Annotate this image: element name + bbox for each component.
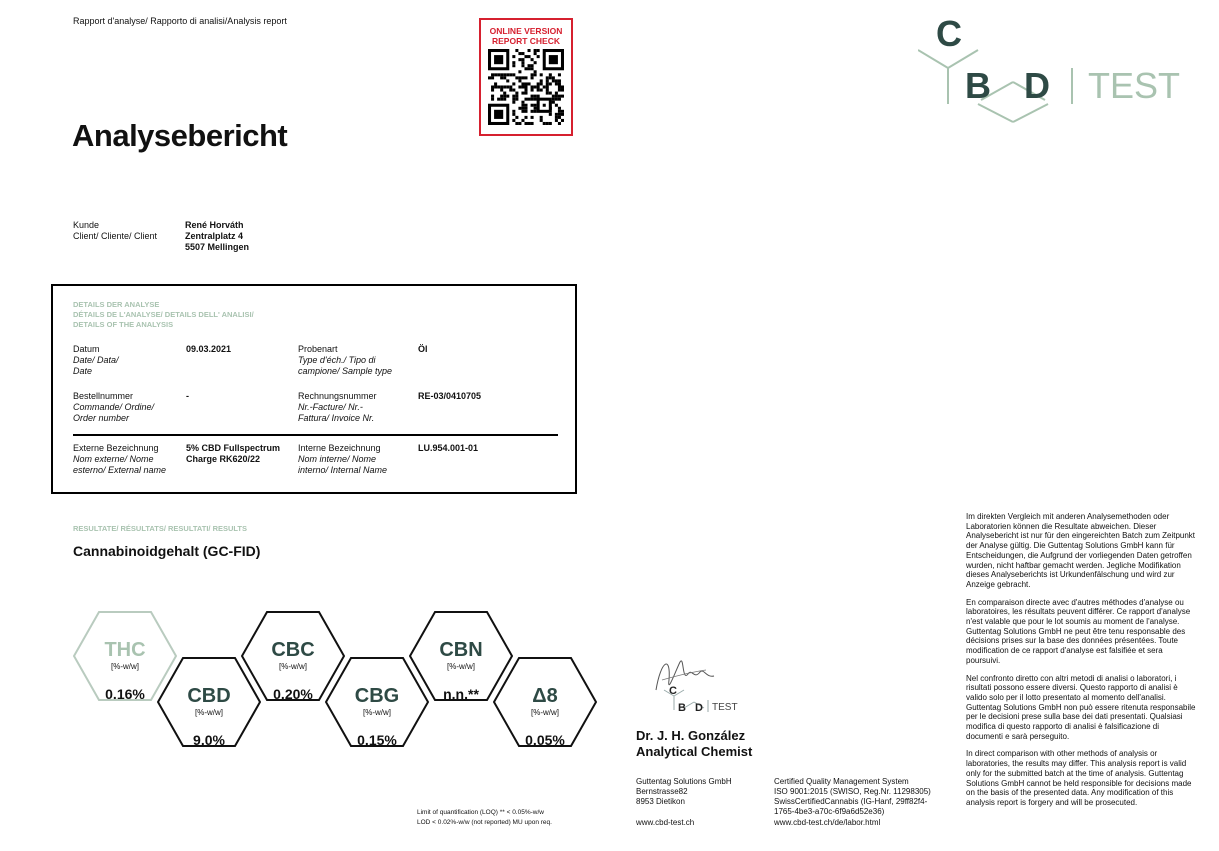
details-heading-de: DETAILS DER ANALYSE: [73, 300, 160, 309]
date-label: [73, 344, 119, 377]
client-label-de: Kunde: [73, 220, 100, 230]
cbd-test-logo: [918, 18, 1193, 131]
loq-line: Limit of quantification (LOQ) ** < 0.05%-w/w: [417, 809, 544, 816]
sample-label-de: Probenart: [298, 344, 338, 354]
ext-value-batch: Charge RK620/22: [186, 454, 261, 464]
company-name: Guttentag Solutions GmbH: [636, 777, 732, 786]
svg-text:C: C: [669, 685, 677, 697]
cannabinoid-value-thc: 0.16%: [105, 686, 145, 702]
ext-label-fr-it: Nom externe/ Nome: [73, 454, 154, 464]
disclaimer-it: Nel confronto diretto con altri metodi di analisi o laboratori, i risultati possono essere diversi. Questo rapporto di analisi è valido solo per il lotto presentato al momento dell'analisi. Guttentag Solutions GmbH non può essere ritenuta responsabile per le decisioni prese sulla base dei dati presentati. Qualsiasi modifica di questo rapporto di analisi è falsificazione di documenti e sarà perseguito.: [966, 673, 1196, 741]
invoice-number-value: RE-03/0410705: [418, 391, 482, 401]
int-label-de: Interne Bezeichnung: [298, 443, 381, 453]
cannabinoid-name: CBD: [187, 685, 231, 707]
cannabinoid-value-cbc: 0.20%: [273, 686, 313, 702]
details-divider: [73, 434, 558, 436]
invoice-number-label: [298, 391, 377, 424]
cannabinoid-unit: [%-w/w]: [531, 708, 559, 717]
logo-word-test: TEST: [1088, 65, 1181, 106]
cannabinoid-value-cbd: 9.0%: [193, 732, 225, 748]
disclaimer-en: In direct comparison with other methods of analysis or laboratories, the results may differ. This analysis report is valid only for the submitted batch at the time of analysis. Guttentag Solutions GmbH cannot be held responsible for decisions made on the basis of the presented data. Any modification of this analysis report is forgery and will be prosecuted.: [966, 749, 1192, 807]
cannabinoid-value-cbn: n.n.**: [443, 686, 479, 702]
sample-type-value: Öl: [418, 344, 428, 354]
disclaimer-de: Im direkten Vergleich mit anderen Analysemethoden oder Laboratorien können die Resultate abweichen. Dieser Analysebericht ist nur für den eingereichten Batch zum Zeitpunkt der Analyse gültig. Die Guttentag Solutions GmbH kann für Entscheidungen, die Aufgrund der vorliegenden Daten getroffen wurden, nicht haftbar gemacht werden. Jegliche Modifikation dieses Analyseberichts ist Urkundenfälschung und wird zur Anzeige gebracht.: [966, 512, 1196, 589]
date-value: 09.03.2021: [186, 344, 232, 354]
invoice-label-fr-it: Nr.-Facture/ Nr.-: [298, 402, 363, 412]
analysis-details-box: [51, 284, 577, 494]
cannabinoid-unit: [%-w/w]: [195, 708, 223, 717]
logo-letter-c: C: [936, 18, 962, 54]
order-label-fr-it: Commande/ Ordine/: [73, 402, 155, 412]
disclaimer-fr: En comparaison directe avec d'autres méthodes d'analyse ou laboratoires, les résultats peuvent différer. Ce rapport d'analyse n'est valable que pour le lot soumis au moment de l'analyse. Guttentag Solutions GmbH ne peut être tenu responsable des décisions prises sur la base des données présentées. Toute modification de ce rapport d'analyse est falsifiée et sera poursuivi.: [966, 597, 1191, 665]
ext-value-product: 5% CBD Fullspectrum: [186, 443, 281, 453]
lod-line: LOD < 0.02%-w/w (not reported) MU upon req.: [417, 819, 552, 826]
external-name-value: [186, 443, 280, 465]
client-street: Zentralplatz 4: [185, 231, 244, 241]
page-title: Analysebericht: [72, 118, 288, 153]
logo-letter-d: D: [1024, 65, 1050, 106]
order-number-value: -: [186, 391, 189, 401]
details-heading: [73, 300, 254, 330]
cannabinoid-unit: [%-w/w]: [363, 708, 391, 717]
results-heading: RESULTATE/ RÉSULTATS/ RESULTATI/ RESULTS: [73, 524, 248, 533]
cannabinoid-name: CBC: [271, 639, 315, 661]
svg-text:D: D: [695, 702, 703, 714]
cannabinoid-name: CBN: [439, 639, 483, 661]
ext-label-de: Externe Bezeichnung: [73, 443, 159, 453]
logo-letter-b: B: [965, 65, 991, 106]
qr-label-online: ONLINE VERSION: [489, 26, 563, 36]
sample-label-fr-it: Type d'éch./ Tipo di: [298, 355, 376, 365]
internal-name-value: LU.954.001-01: [418, 443, 479, 453]
order-label-en: Order number: [73, 413, 130, 423]
cannabinoid-value-cbg: 0.15%: [357, 732, 397, 748]
cert-line-4: 1765-4be3-a70c-6f9a6d52e36): [774, 807, 885, 816]
disclaimer: [966, 512, 1198, 816]
signature-block: [636, 650, 746, 723]
order-number-label: [73, 391, 154, 424]
company-address: [636, 777, 732, 807]
report-type-label: Rapport d'analyse/ Rapporto di analisi/Analysis report: [73, 16, 287, 26]
int-label-en: interno/ Internal Name: [298, 465, 388, 475]
cannabinoid-name: THC: [104, 639, 146, 661]
details-heading-fr-it: DÉTAILS DE L'ANALYSE/ DETAILS DELL' ANALISI/: [73, 310, 254, 319]
chemist-signature-text: [636, 728, 752, 760]
invoice-label-de: Rechnungsnummer: [298, 391, 377, 401]
chemist-title: Analytical Chemist: [636, 744, 753, 759]
qr-report-check[interactable]: [479, 18, 573, 136]
company-city: 8953 Dietikon: [636, 797, 685, 806]
signature-icon: [636, 650, 746, 718]
certification-info: [774, 777, 954, 817]
client-label: [73, 220, 157, 242]
external-name-label: [73, 443, 166, 476]
client-city: 5507 Mellingen: [185, 242, 250, 252]
cert-line-2: ISO 9001:2015 (SWISO, Reg.Nr. 11298305): [774, 787, 931, 796]
date-label-en: Date: [73, 366, 93, 376]
sample-type-label: [298, 344, 392, 377]
company-website-link[interactable]: www.cbd-test.ch: [636, 818, 695, 827]
internal-name-label: [298, 443, 387, 476]
cannabinoid-value-delta8: 0.05%: [525, 732, 565, 748]
qr-code-icon[interactable]: [488, 49, 564, 125]
ext-label-en: esterno/ External name: [73, 465, 167, 475]
int-label-fr-it: Nom interne/ Nome: [298, 454, 377, 464]
cannabinoid-unit: [%-w/w]: [111, 662, 139, 671]
cert-line-3: SwissCertifiedCannabis (IG-Hanf, 29ff82f4-: [774, 797, 928, 806]
date-label-fr-it: Date/ Data/: [73, 355, 119, 365]
loq-note: [417, 808, 552, 828]
cert-line-1: Certified Quality Management System: [774, 777, 909, 786]
company-street: Bernstrasse82: [636, 787, 688, 796]
client-label-multi: Client/ Cliente/ Client: [73, 231, 158, 241]
results-title: Cannabinoidgehalt (GC-FID): [73, 543, 261, 559]
date-label-de: Datum: [73, 344, 100, 354]
signature-logo-test: TEST: [712, 702, 738, 713]
svg-text:B: B: [678, 702, 686, 714]
cannabinoid-unit: [%-w/w]: [447, 662, 475, 671]
cannabinoid-name: CBG: [354, 685, 400, 707]
client-name: René Horváth: [185, 220, 244, 230]
cannabinoid-name: Δ8: [532, 685, 558, 707]
cannabinoid-unit: [%-w/w]: [279, 662, 307, 671]
invoice-label-en: Fattura/ Invoice Nr.: [298, 413, 375, 423]
qr-label-check: REPORT CHECK: [491, 36, 560, 46]
sample-label-en: campione/ Sample type: [298, 366, 393, 376]
lab-website-link[interactable]: www.cbd-test.ch/de/labor.html: [774, 818, 881, 827]
client-address: [185, 220, 249, 253]
order-label-de: Bestellnummer: [73, 391, 134, 401]
chemist-name: Dr. J. H. González: [636, 728, 746, 743]
details-heading-en: DETAILS OF THE ANALYSIS: [73, 320, 174, 329]
